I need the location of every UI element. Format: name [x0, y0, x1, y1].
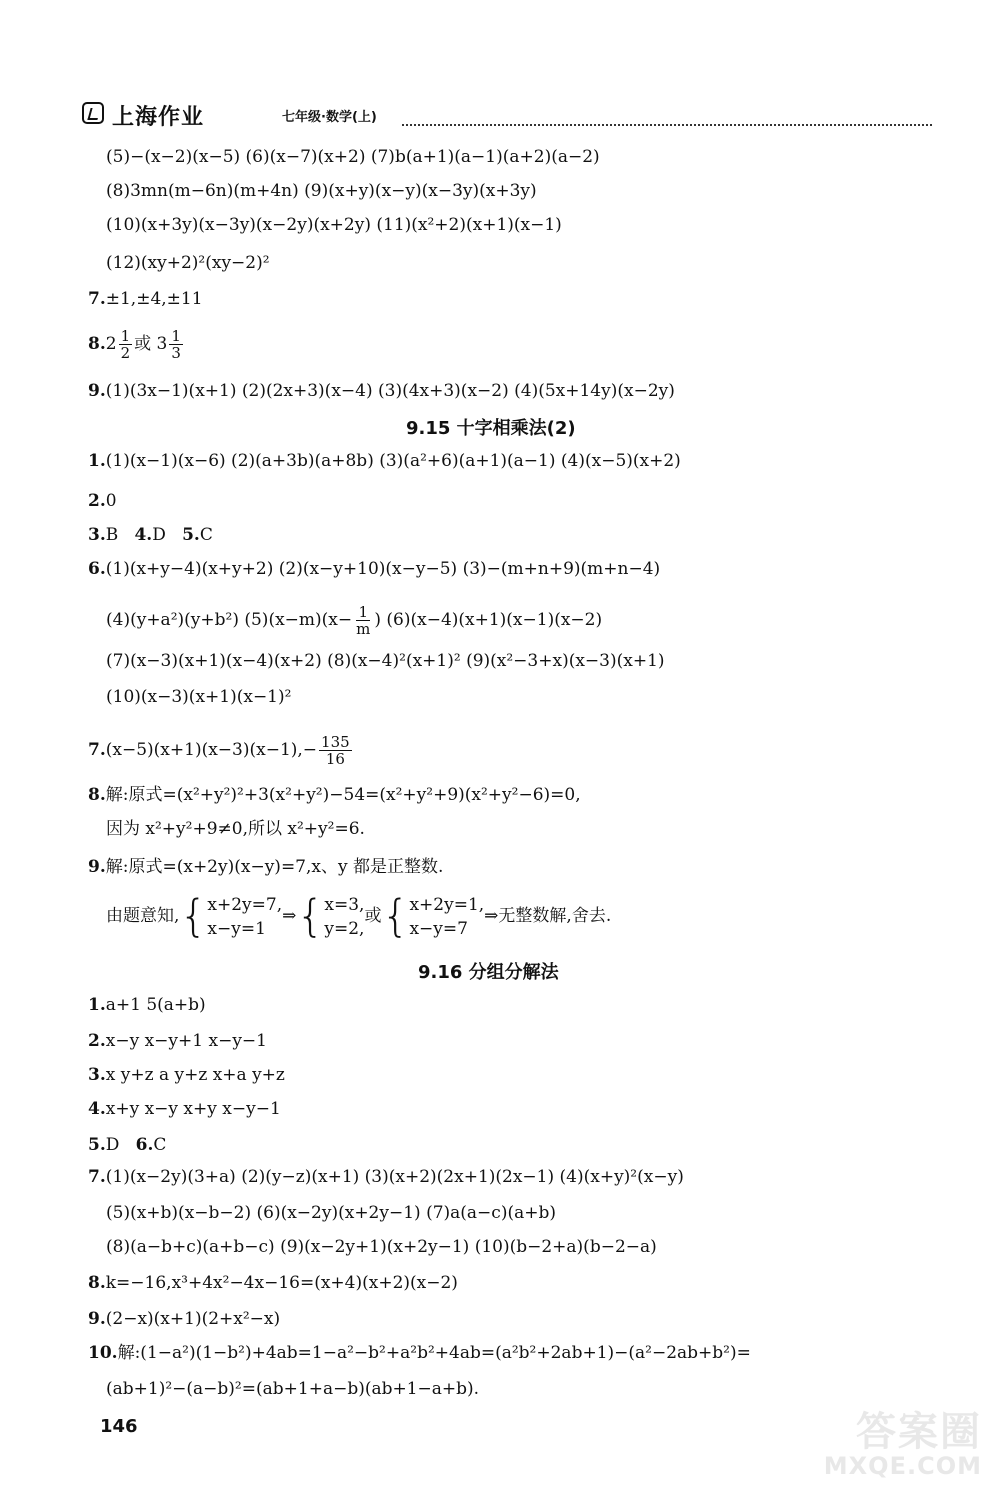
question-8 — [88, 784, 581, 806]
numerator: 135 — [321, 733, 350, 751]
answer-text: (2−x)(x+1)(2+x²−x) — [105, 1309, 281, 1329]
equation: y=2, — [324, 918, 365, 939]
question-2 — [88, 1030, 267, 1052]
answer-line: (7)(x−3)(x+1)(x−4)(x+2) (8)(x−4)²(x+1)² (9)(x²−3+x)(x−3)(x+1) — [106, 651, 665, 671]
answer-text: ⇒无整数解,舍去. — [484, 906, 612, 926]
equation: x=3, — [324, 894, 365, 915]
brace-icon: { — [179, 890, 208, 942]
answer-text: k=−16,x³+4x²−4x−16=(x+4)(x+2)(x−2) — [105, 1273, 458, 1293]
answer-text: (1)(x+y−4)(x+y+2) (2)(x−y+10)(x−y−5) (3)−(m+n+9)(m+n−4) — [105, 559, 661, 579]
question-number: 9. — [88, 1309, 106, 1329]
fraction — [354, 604, 372, 637]
answer-text: ) (6)(x−4)(x+1)(x−1)(x−2) — [374, 610, 603, 630]
answer-text: 解:原式=(x+2y)(x−y)=7,x、y 都是正整数. — [105, 857, 444, 877]
answer-line: (8)(a−b+c)(a+b−c) (9)(x−2y+1)(x+2y−1) (10)(b−2+a)(b−2−a) — [106, 1237, 657, 1257]
questions-5-6 — [88, 1134, 166, 1156]
question-8 — [88, 328, 185, 361]
answer-text: (x−5)(x+1)(x−3)(x−1),− — [105, 740, 318, 760]
watermark-url: MXQE.COM — [823, 1452, 982, 1480]
brand-logo-icon — [82, 102, 104, 124]
equation: x−y=1 — [207, 918, 266, 939]
answer-text: ±1,±4,±11 — [105, 289, 203, 309]
question-8 — [88, 1272, 458, 1294]
question-number: 8. — [88, 785, 106, 805]
answer-line: (ab+1)²−(a−b)²=(ab+1+a−b)(ab+1−a+b). — [106, 1379, 480, 1399]
question-number: 8. — [88, 1273, 106, 1293]
fraction — [319, 734, 352, 767]
answer-text: B — [105, 525, 119, 545]
numerator: 1 — [120, 327, 131, 345]
arrow: ⇒ — [282, 906, 297, 926]
brace-icon: { — [296, 890, 325, 942]
answer-text: 或 3 — [134, 334, 168, 354]
brand-title: 上海作业 — [112, 105, 205, 130]
answer-text: a+1 5(a+b) — [105, 995, 206, 1015]
question-number: 6. — [135, 1135, 154, 1155]
answer-text: C — [153, 1135, 167, 1155]
answer-text: (4)(y+a²)(y+b²) (5)(x−m)(x− — [106, 610, 353, 630]
fraction — [169, 328, 183, 361]
numerator: 1 — [171, 327, 181, 345]
question-1 — [88, 450, 681, 472]
answer-line — [106, 604, 602, 637]
answer-text: 或 — [364, 906, 382, 926]
fraction — [119, 328, 133, 361]
question-number: 7. — [88, 740, 106, 760]
brace-icon: { — [381, 890, 410, 942]
answer-line: (5)−(x−2)(x−5) (6)(x−7)(x+2) (7)b(a+1)(a−1)(a+2)(a−2) — [106, 147, 600, 167]
question-number: 2. — [88, 491, 106, 511]
questions-3-5 — [88, 524, 213, 546]
question-number: 3. — [88, 525, 106, 545]
equation-system — [324, 893, 364, 941]
page-number: 146 — [100, 1416, 138, 1437]
question-number: 10. — [88, 1343, 118, 1363]
equation-system — [409, 893, 484, 941]
equation: x+2y=7, — [207, 894, 283, 915]
header-dotted-rule — [402, 124, 932, 126]
question-7 — [88, 1166, 684, 1188]
answer-text: 由题意知, — [106, 906, 180, 926]
answer-text: x+y x−y x+y x−y−1 — [105, 1099, 281, 1119]
answer-text: 0 — [105, 491, 117, 511]
section-title: 9.15 十字相乘法(2) — [406, 418, 576, 439]
question-7 — [88, 734, 354, 767]
question-9 — [88, 380, 675, 402]
answer-line: 因为 x²+y²+9≠0,所以 x²+y²=6. — [106, 819, 365, 839]
question-number: 9. — [88, 381, 106, 401]
answer-text: 解:(1−a²)(1−b²)+4ab=1−a²−b²+a²b²+4ab=(a²b²+2ab+1)−(a²−2ab+b²)= — [117, 1343, 751, 1363]
question-10 — [88, 1342, 751, 1364]
question-number: 1. — [88, 995, 106, 1015]
equation: x+2y=1, — [409, 894, 485, 915]
question-number: 4. — [88, 1099, 106, 1119]
question-4 — [88, 1098, 281, 1120]
answer-line: (8)3mn(m−6n)(m+4n) (9)(x+y)(x−y)(x−3y)(x+3y) — [106, 181, 537, 201]
equation-system — [207, 893, 282, 941]
answer-text: (1)(3x−1)(x+1) (2)(2x+3)(x−4) (3)(4x+3)(x−2) (4)(5x+14y)(x−2y) — [105, 381, 675, 401]
watermark-text: 答案圈 — [856, 1409, 982, 1455]
question-2 — [88, 490, 117, 512]
question-number: 9. — [88, 857, 106, 877]
answer-text: (1)(x−2y)(3+a) (2)(y−z)(x+1) (3)(x+2)(2x+1)(2x−1) (4)(x+y)²(x−y) — [105, 1167, 684, 1187]
answer-text: D — [152, 525, 166, 545]
answer-text: x−y x−y+1 x−y−1 — [105, 1031, 267, 1051]
question-9 — [88, 856, 443, 878]
question-number: 4. — [134, 525, 153, 545]
question-number: 3. — [88, 1065, 106, 1085]
question-number: 5. — [182, 525, 200, 545]
denominator: 2 — [120, 344, 131, 362]
question-1 — [88, 994, 206, 1016]
question-number: 7. — [88, 1167, 106, 1187]
answer-text: C — [199, 525, 213, 545]
denominator: m — [356, 620, 371, 638]
answer-line: (10)(x+3y)(x−3y)(x−2y)(x+2y) (11)(x²+2)(x+1)(x−1) — [106, 215, 562, 235]
question-number: 7. — [88, 289, 106, 309]
question-number: 6. — [88, 559, 106, 579]
answer-line: (12)(xy+2)²(xy−2)² — [106, 253, 270, 273]
answer-text: D — [105, 1135, 120, 1155]
question-6 — [88, 558, 660, 580]
answer-line: (10)(x−3)(x+1)(x−1)² — [106, 687, 292, 707]
question-7 — [88, 288, 203, 310]
answer-text: (1)(x−1)(x−6) (2)(a+3b)(a+8b) (3)(a²+6)(a+1)(a−1) (4)(x−5)(x+2) — [105, 451, 681, 471]
question-number: 2. — [88, 1031, 106, 1051]
page-header — [82, 100, 932, 132]
denominator: 3 — [171, 344, 181, 362]
answer-text: 解:原式=(x²+y²)²+3(x²+y²)−54=(x²+y²+9)(x²+y²−6)=0, — [105, 785, 581, 805]
numerator: 1 — [358, 603, 369, 621]
question-3 — [88, 1064, 285, 1086]
question-9 — [88, 1308, 280, 1330]
answer-text: 2 — [105, 334, 117, 354]
question-number: 1. — [88, 451, 106, 471]
answer-line: (5)(x+b)(x−b−2) (6)(x−2y)(x+2y−1) (7)a(a−c)(a+b) — [106, 1203, 556, 1223]
section-title: 9.16 分组分解法 — [418, 962, 559, 983]
equation-system-line — [106, 888, 611, 944]
question-number: 5. — [88, 1135, 106, 1155]
answer-text: x y+z a y+z x+a y+z — [105, 1065, 285, 1085]
denominator: 16 — [325, 750, 345, 768]
equation: x−y=7 — [409, 918, 468, 939]
header-subtitle: 七年级·数学(上) — [282, 110, 377, 125]
watermark-logo — [767, 1400, 982, 1480]
question-number: 8. — [88, 334, 106, 354]
